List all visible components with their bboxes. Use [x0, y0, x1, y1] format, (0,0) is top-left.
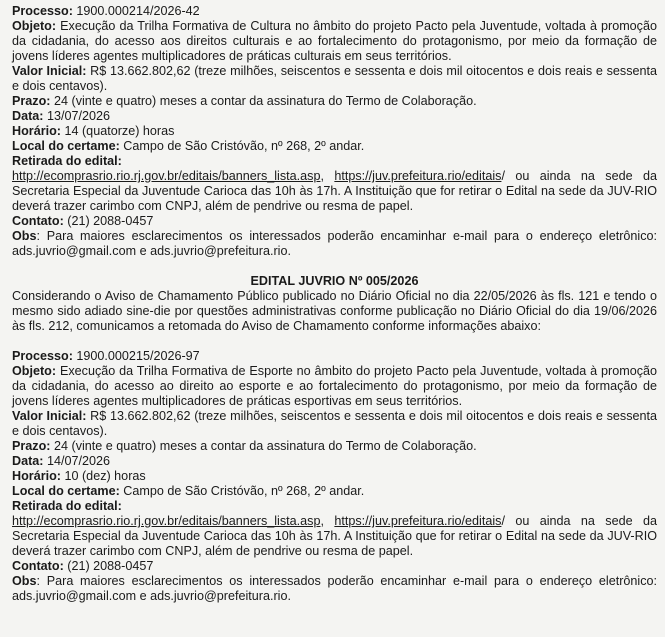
prazo-line: Prazo: 24 (vinte e quatro) meses a contar da assinatura do Termo de Colaboração. — [12, 439, 477, 453]
retirada-text: http://ecomprasrio.rio.rj.gov.br/editais/banners_lista.asp, https://juv.prefeitura.rio/editais/ ou ainda na sede da Secretaria Especial da Juventude Carioca das 10h às 17h. A Instituição que for retirar o Edital na sede da JUV-RIO deverá trazer carimbo com CNPJ, além de pendrive ou resma de papel. — [12, 169, 657, 213]
retirada-label: Retirada do edital: — [12, 154, 122, 168]
contato-line: Contato: (21) 2088-0457 — [12, 559, 154, 573]
intro-paragraph: Considerando o Aviso de Chamamento Público publicado no Diário Oficial no dia 22/05/2026 às fls. 121 e tendo o mesmo sido adiado sine-die por questões administrativas conforme publicação no Diário Oficial do dia 19/06/2026 às fls. 212, comunicamos a retomada do Aviso de Chamamento conforme informações abaixo: — [12, 289, 657, 333]
processo-line: Processo: 1900.000215/2026-97 — [12, 349, 200, 363]
obs-line: Obs: Para maiores esclarecimentos os interessados poderão encaminhar e-mail para o endereço eletrônico: ads.juvrio@gmail.com e ads.juvrio@prefeitura.rio. — [12, 229, 657, 258]
local-line: Local do certame: Campo de São Cristóvão, nº 268, 2º andar. — [12, 484, 365, 498]
juv-link[interactable]: https://juv.prefeitura.rio/ — [334, 169, 466, 183]
valor-line: Valor Inicial: R$ 13.662.802,62 (treze milhões, seiscentos e sessenta e dois mil oitocentos e dois reais e sessenta e dois centavos). — [12, 64, 657, 93]
notice-block-1 — [12, 4, 657, 259]
prazo-line: Prazo: 24 (vinte e quatro) meses a contar da assinatura do Termo de Colaboração. — [12, 94, 477, 108]
contato-line: Contato: (21) 2088-0457 — [12, 214, 154, 228]
obs-line: Obs: Para maiores esclarecimentos os interessados poderão encaminhar e-mail para o endereço eletrônico: ads.juvrio@gmail.com e ads.juvrio@prefeitura.rio. — [12, 574, 657, 603]
ecompras-link[interactable]: http://ecomprasrio.rio.rj.gov.br/editais/banners_lista.asp — [12, 169, 321, 183]
juv-editais-link[interactable]: editais — [465, 514, 502, 528]
juv-editais-link[interactable]: editais — [465, 169, 502, 183]
horario-line: Horário: 10 (dez) horas — [12, 469, 146, 483]
objeto-line: Objeto: Execução da Trilha Formativa de Esporte no âmbito do projeto Pacto pela Juventude, voltada à promoção da cidadania, do acesso ao direito ao esporte e ao fortalecimento do protagonismo, por meio da formação de jovens líderes agentes multiplicadores de práticas esportivas em seus territórios. — [12, 364, 658, 408]
notice-block-2 — [12, 349, 657, 604]
data-line: Data: 13/07/2026 — [12, 109, 111, 123]
retirada-label: Retirada do edital: — [12, 499, 122, 513]
horario-line: Horário: 14 (quatorze) horas — [12, 124, 175, 138]
objeto-line: Objeto: Execução da Trilha Formativa de Cultura no âmbito do projeto Pacto pela Juventude, voltada à promoção da cidadania, do acesso aos direitos culturais e ao fortalecimento do protagonismo, por meio da formação de jovens líderes agentes multiplicadores de práticas culturais em seus territórios. — [12, 19, 657, 63]
ecompras-link[interactable]: http://ecomprasrio.rio.rj.gov.br/editais/banners_lista.asp — [12, 514, 321, 528]
processo-line: Processo: 1900.000214/2026-42 — [12, 4, 200, 18]
data-line: Data: 14/07/2026 — [12, 454, 111, 468]
retirada-text: http://ecomprasrio.rio.rj.gov.br/editais/banners_lista.asp, https://juv.prefeitura.rio/editais/ ou ainda na sede da Secretaria Especial da Juventude Carioca das 10h às 17h. A Instituição que for retirar o Edital na sede da JUV-RIO deverá trazer carimbo com CNPJ, além de pendrive ou resma de papel. — [12, 514, 657, 558]
edital-title: EDITAL JUVRIO Nº 005/2026 — [250, 274, 419, 288]
local-line: Local do certame: Campo de São Cristóvão, nº 268, 2º andar. — [12, 139, 365, 153]
juv-link[interactable]: https://juv.prefeitura.rio/ — [334, 514, 466, 528]
valor-line: Valor Inicial: R$ 13.662.802,62 (treze milhões, seiscentos e sessenta e dois mil oitocentos e dois reais e sessenta e dois centavos). — [12, 409, 657, 438]
